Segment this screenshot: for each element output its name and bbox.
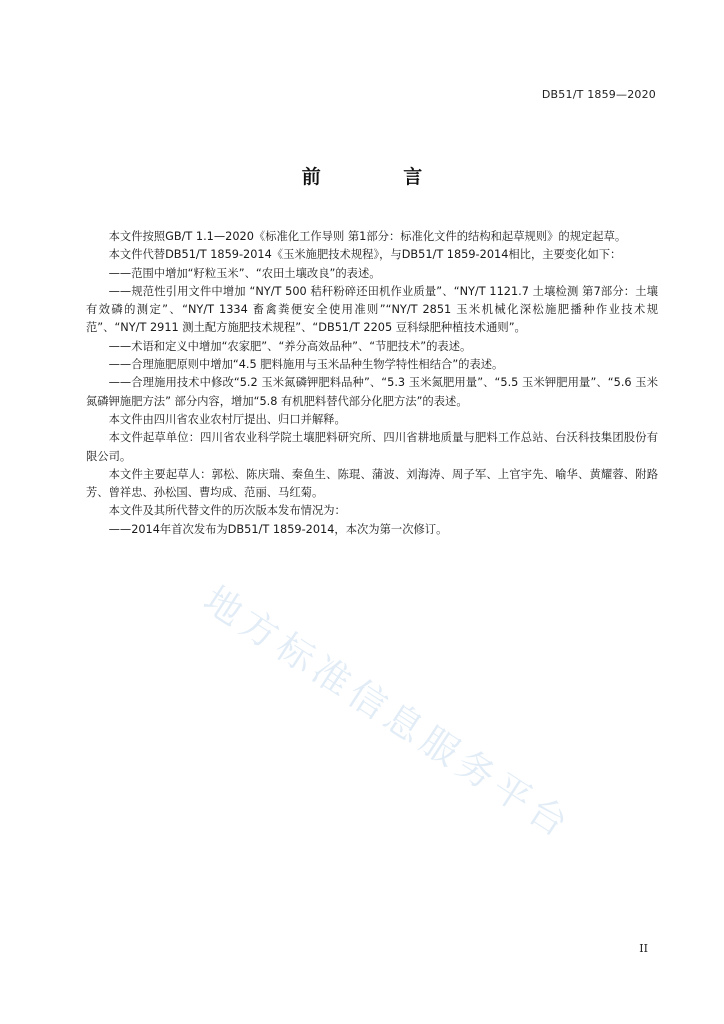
- change-item-principles: ——合理施肥原则中增加“4.5 肥料施用与玉米品种生物学特性相结合”的表述。: [108, 358, 504, 372]
- watermark: 地方标准信息服务平台: [196, 577, 581, 849]
- paragraph-drafting-rules: 本文件按照GB/T 1.1—2020《标准化工作导则 第1部分：标准化文件的结构和起草规则》的规定起草。: [108, 230, 627, 243]
- page-number: II: [639, 942, 648, 955]
- change-item-scope: ——范围中增加“籽粒玉米”、“农田土壤改良”的表述。: [108, 266, 381, 280]
- page-title: 前 言: [301, 166, 461, 188]
- paragraph-drafters: 本文件主要起草人：郭松、陈庆瑞、秦鱼生、陈琨、蒲波、刘海涛、周子军、上官宇先、喻华、黄耀蓉、附路芳、曾祥忠、孙松国、曹均成、范丽、马红菊。: [86, 467, 658, 500]
- paragraph-drafting-units: 本文件起草单位：四川省农业科学院土壤肥料研究所、四川省耕地质量与肥料工作总站、台沃科技集团股份有限公司。: [86, 431, 658, 463]
- paragraph-replacement: 本文件代替DB51/T 1859-2014《玉米施肥技术规程》，与DB51/T 1859-2014相比，主要变化如下：: [108, 248, 622, 262]
- document-body: [86, 228, 658, 539]
- change-item-normative-references: ——规范性引用文件中增加 “NY/T 500 秸秆粉碎还田机作业质量”、“NY/T 1121.7 土壤检测 第7部分：土壤有效磷的测定”、“NY/T 1334 畜禽粪便安全使用准则”“NY/T 2851 玉米机械化深松施肥播种作业技术规范”、“NY/T 2911 测土配方施肥技术规程”、“DB51/T 2205 豆科绿肥种植技术通则”。: [86, 284, 658, 335]
- change-item-techniques: ——合理施用技术中修改“5.2 玉米氮磷钾肥料品种”、“5.3 玉米氮肥用量”、“5.5 玉米钾肥用量”、“5.6 玉米氮磷钾施肥方法” 部分内容，增加“5.8 有机肥料替代部分化肥方法”的表述。: [86, 376, 658, 408]
- paragraph-version-history: 本文件及其所代替文件的历次版本发布情况为：: [108, 504, 346, 518]
- change-item-terms: ——术语和定义中增加“农家肥”、“养分高效品种”、“节肥技术”的表述。: [108, 339, 472, 353]
- version-history-item: ——2014年首次发布为DB51/T 1859-2014，本次为第一次修订。: [108, 522, 448, 536]
- paragraph-proposer: 本文件由四川省农业农村厅提出、归口并解释。: [108, 412, 346, 426]
- document-code: DB51/T 1859—2020: [541, 88, 656, 101]
